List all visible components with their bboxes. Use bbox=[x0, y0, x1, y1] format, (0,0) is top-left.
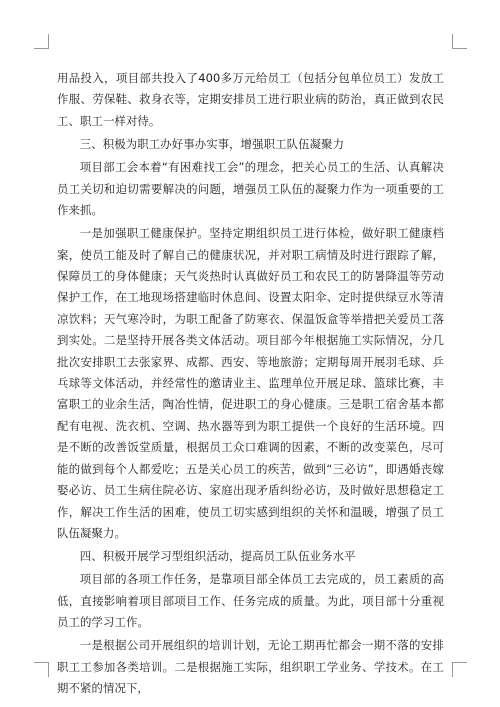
section-heading-4: 四、积极开展学习型组织活动，提高员工队伍业务水平 bbox=[79, 549, 356, 564]
crop-mark-bottom-right bbox=[452, 662, 467, 677]
paragraph-continuation: 用品投入，项目部共投入了400多万元给员工（包括分包单位员工）发放工作服、劳保鞋、救身衣等，定期安排员工进行职业病的防治，真正做到农民工、职工一样对待。 bbox=[57, 71, 444, 128]
paragraph-learning-importance: 项目部的各项工作任务，是靠项目部全体员工去完成的，员工素质的高低，直接影响着项目部项目工作、任务完成的质量。为此，项目部十分重视员工的学习工作。 bbox=[57, 572, 444, 630]
crop-mark-bottom-left bbox=[34, 662, 49, 677]
paragraph-union-philosophy: 项目部工会本着“有困难找工会”的理念，把关心员工的生活、认真解决员工关切和迫切需要解决的问题，增强员工队伍的凝聚力作为一项重要的工作来抓。 bbox=[57, 160, 444, 218]
paragraph-health-and-welfare: 一是加强职工健康保护。坚持定期组织员工进行体检，做好职工健康档案，使员工能及时了解自己的健康状况，并对职工病情及时进行跟踪了解，保障员工的身体健康；天气炎热时认真做好员工和农民工的防暑降温等劳动保护工作，在工地现场搭建临时休息间、设置太阳伞、定时提供绿豆水等清凉饮料；天气寒冷时，为职工配备了防寒衣、保温饭盒等举措把关爱员工落到实处。二是坚持开展各类文体活动。项目部今年根据施工实际情况，分几批次安排职工去张家界、成都、西安、等地旅游；定期每周开展羽毛球、乒乓球等文体活动，并经常性的邀请业主、监理单位开展足球、篮球比赛，丰富职工的业余生活，陶冶性情，促进职工的身心健康。三是职工宿舍基本都配有电视、洗衣机、空调、热水器等到为职工提供一个良好的生活环境。四是不断的改善饭堂质量，根据员工众口难调的因素，不断的改变菜色，尽可能的做到每个人都爱吃；五是关心员工的疾苦，做到“三必访”，即遇婚丧嫁娶必访、员工生病住院必访、家庭出现矛盾纠纷必访，及时做好思想稳定工作，解决工作生活的困难，使员工切实感到组织的关怀和温暖，增强了员工队伍凝聚力。 bbox=[57, 226, 444, 540]
paragraph-training-plan: 一是根据公司开展组织的培训计划，无论工期再忙都会一期不落的安排职工工参加各类培训。二是根据施工实际，组织职工学业务、学技术。在工期不紧的情况下， bbox=[57, 638, 444, 696]
crop-mark-top-right bbox=[452, 34, 467, 49]
section-heading-3: 三、积极为职工办好事办实事，增强职工队伍凝聚力 bbox=[79, 137, 345, 152]
document-body bbox=[57, 68, 444, 701]
crop-mark-top-left bbox=[34, 34, 49, 49]
